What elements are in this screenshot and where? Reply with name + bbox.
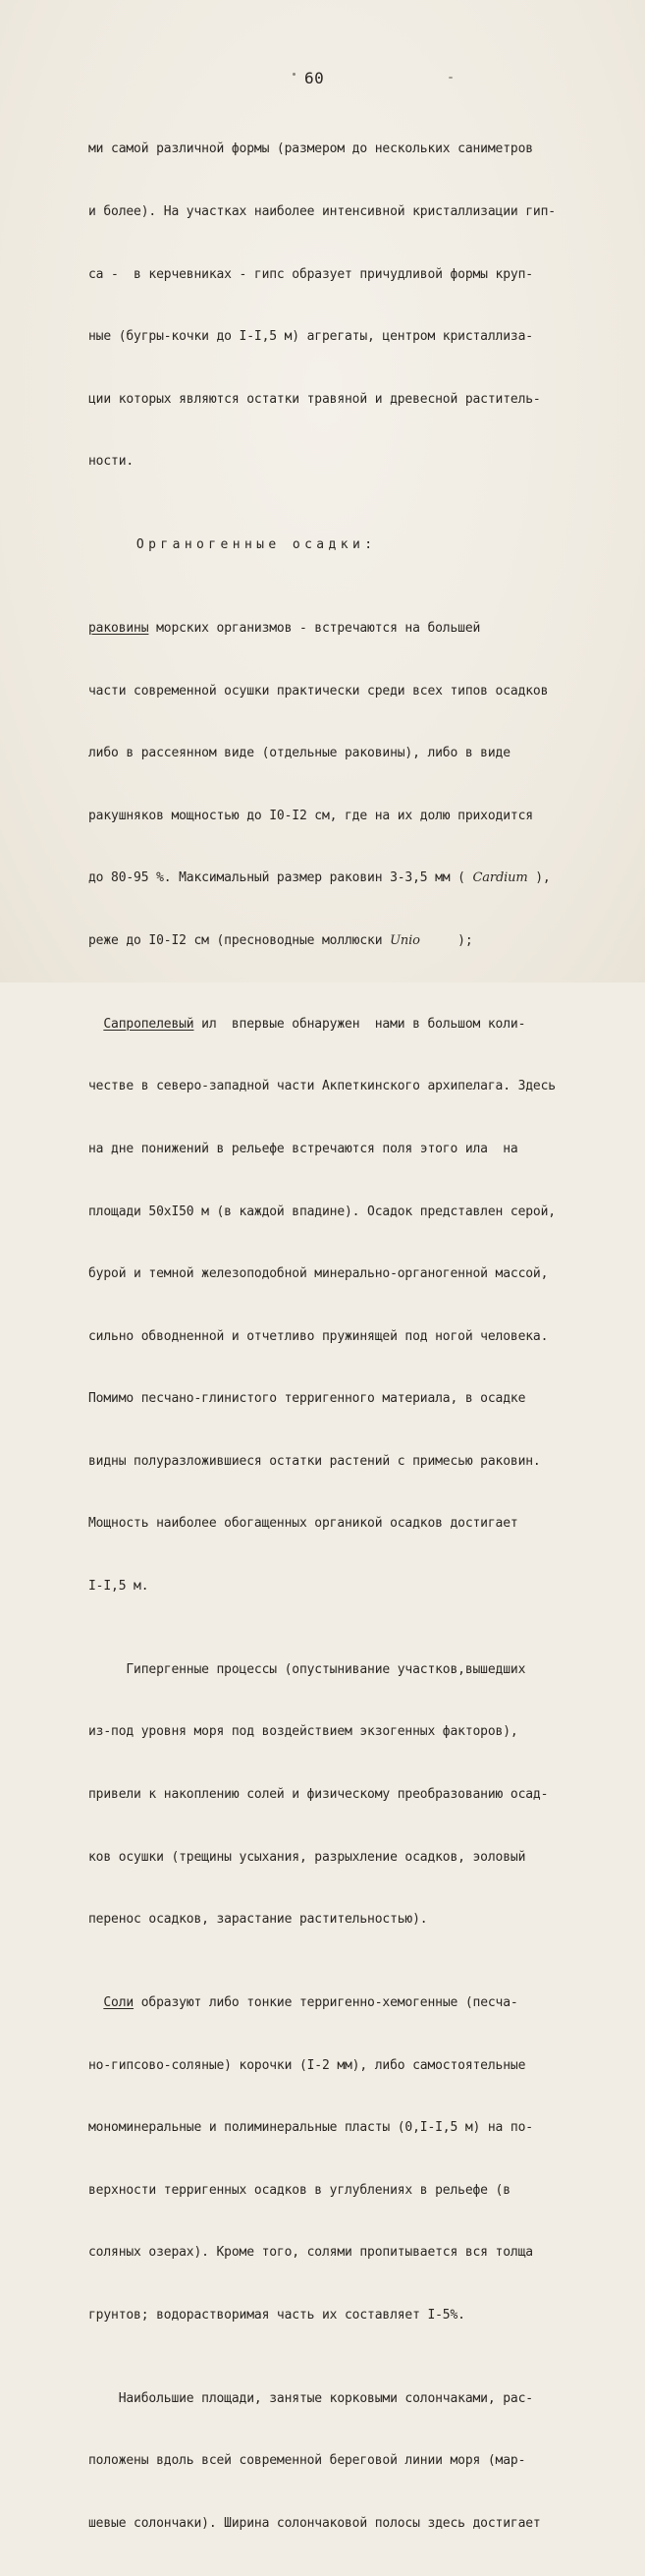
sapropel-paragraph-line: Сапропелевый ил впервые обнаружен нами в большом коли- — [103, 1016, 526, 1032]
text-line: Мощность наиболее обогащенных органикой осадков достигает — [88, 1516, 518, 1532]
ink-speck — [293, 73, 296, 76]
text-line: видны полуразложившиеся остатки растений с примесью раковин. — [88, 1453, 541, 1469]
body-text — [88, 97, 589, 2576]
page-number: 60 — [304, 69, 325, 87]
text-line: I-I,5 м. — [88, 1579, 149, 1595]
text-line: сильно обводненной и отчетливо пружинящей под ногой человека. — [88, 1328, 549, 1344]
text-line: положены вдоль всей современной береговой линии моря (мар- — [88, 2453, 526, 2469]
text-line: шевые солончаки). Ширина солончаковой полосы здесь достигает — [88, 2516, 541, 2531]
text-line: либо в рассеянном виде (отдельные раковины), либо в виде — [88, 746, 511, 761]
ink-speck — [449, 77, 453, 79]
text-line: привели к накоплению солей и физическому преобразованию осад- — [88, 1787, 549, 1803]
section-heading: Органогенные осадки: — [88, 537, 377, 553]
text-line: Помимо песчано-глинистого терригенного материала, в осадке — [88, 1391, 526, 1407]
text-line: части современной осушки практически среди всех типов осадков — [88, 683, 549, 699]
text-line: на дне понижений в рельефе встречаются поля этого ила на — [88, 1141, 518, 1156]
handwritten-cardium: Cardium — [472, 870, 528, 886]
salts-paragraph-line: Соли образуют либо тонкие терригенно-хемогенные (песча- — [103, 1995, 518, 2011]
text-line: ракушняков мощностью до I0-I2 см, где на их долю приходится — [88, 808, 533, 823]
text-line: Гипергенные процессы (опустынивание участков,вышедших — [88, 1661, 526, 1677]
text-line: честве в северо-западной части Акпеткинского архипелага. Здесь — [88, 1079, 556, 1094]
text-line: реже до I0-I2 см (пресноводные моллюски Unio ); — [88, 932, 473, 948]
text-line: ции которых являются остатки травяной и древесной раститель- — [88, 391, 541, 407]
shells-paragraph-line: раковины морских организмов - встречаются на большей — [88, 620, 481, 636]
text-line: Наибольшие площади, занятые корковыми солончаками, рас- — [88, 2390, 533, 2406]
text-line: до 80-95 %. Максимальный размер раковин 3-3,5 мм ( Cardium ), — [88, 870, 551, 886]
term-shells: раковины — [88, 620, 149, 636]
text-line: ные (бугры-кочки до I-I,5 м) агрегаты, центром кристаллиза- — [88, 329, 533, 345]
text-line: ми самой различной формы (размером до нескольких саниметров — [88, 141, 533, 157]
text-line: бурой и темной железоподобной минерально-органогенной массой, — [88, 1266, 549, 1282]
text-line: и более). На участках наиболее интенсивной кристаллизации гип- — [88, 204, 556, 219]
text-line: грунтов; водорастворимая часть их составляет I-5%. — [88, 2308, 465, 2324]
text-line: ности. — [88, 454, 134, 470]
handwritten-unio: Unio — [390, 932, 420, 948]
text-line: верхности терригенных осадков в углублениях в рельефе (в — [88, 2182, 511, 2198]
text-line: из-под уровня моря под воздействием экзогенных факторов), — [88, 1724, 518, 1740]
text-line: перенос осадков, зарастание растительностью). — [88, 1912, 428, 1928]
term-sapropel: Сапропелевый — [103, 1016, 194, 1032]
text-line: площади 50хI50 м (в каждой впадине). Осадок представлен серой, — [88, 1204, 556, 1219]
text-line: соляных озерах). Кроме того, солями пропитывается вся толща — [88, 2245, 533, 2261]
term-salts: Соли — [103, 1995, 134, 2011]
text-line: мономинеральные и полиминеральные пласты (0,I-I,5 м) на по- — [88, 2120, 533, 2136]
text-line: ков осушки (трещины усыхания, разрыхление осадков, эоловый — [88, 1849, 526, 1865]
text-line: но-гипсово-соляные) корочки (I-2 мм), либо самостоятельные — [88, 2057, 526, 2073]
text-line: са - в керчевниках - гипс образует причудливой формы круп- — [88, 266, 533, 282]
